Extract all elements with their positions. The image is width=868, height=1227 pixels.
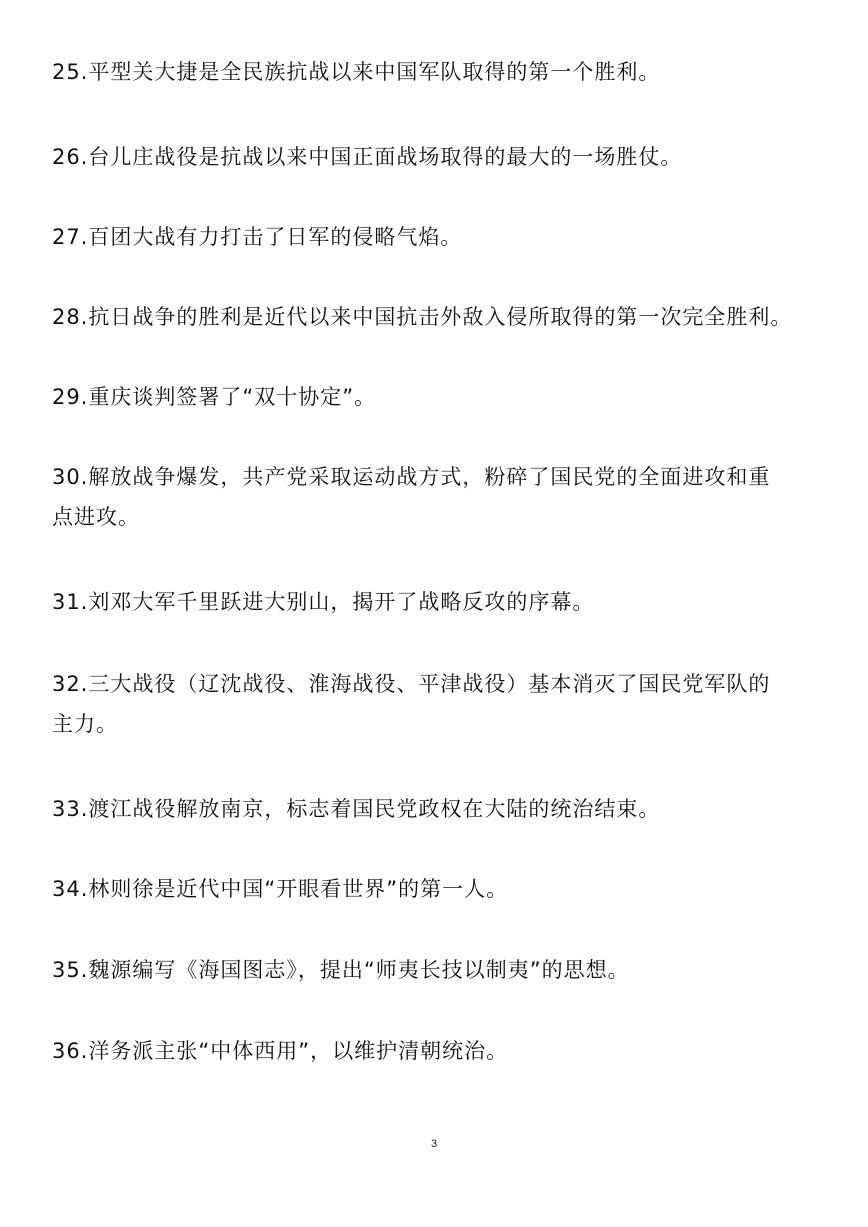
item-text: 34.林则徐是近代中国“开眼看世界”的第一人。 (52, 877, 509, 901)
item-text-continued: 点进攻。 (52, 505, 140, 529)
list-item (52, 52, 822, 92)
item-text: 33.渡江战役解放南京，标志着国民党政权在大陆的统治结束。 (52, 797, 661, 821)
page-number: 3 (430, 1138, 438, 1150)
item-text: 31.刘邓大军千里跃进大别山，揭开了战略反攻的序幕。 (52, 590, 595, 614)
list-item (52, 664, 822, 744)
list-item (52, 217, 822, 257)
list-item (52, 457, 822, 537)
item-text: 25.平型关大捷是全民族抗战以来中国军队取得的第一个胜利。 (52, 60, 661, 84)
item-text: 36.洋务派主张“中体西用”，以维护清朝统治。 (52, 1039, 509, 1063)
item-text: 35.魏源编写《海国图志》，提出“师夷长技以制夷”的思想。 (52, 958, 630, 982)
item-text-continued: 主力。 (52, 712, 118, 736)
list-item (52, 297, 822, 337)
list-item (52, 869, 822, 909)
list-item (52, 789, 822, 829)
item-text: 26.台儿庄战役是抗战以来中国正面战场取得的最大的一场胜仗。 (52, 145, 683, 169)
item-text: 32.三大战役（辽沈战役、淮海战役、平津战役）基本消灭了国民党军队的 (52, 672, 771, 696)
item-text: 28.抗日战争的胜利是近代以来中国抗击外敌入侵所取得的第一次完全胜利。 (52, 305, 793, 329)
item-text: 30.解放战争爆发，共产党采取运动战方式，粉碎了国民党的全面进攻和重 (52, 465, 771, 489)
list-item (52, 1031, 822, 1071)
list-item (52, 950, 822, 990)
list-item (52, 582, 822, 622)
list-item (52, 137, 822, 177)
item-text: 27.百团大战有力打击了日军的侵略气焰。 (52, 225, 463, 249)
list-item (52, 377, 822, 417)
item-text: 29.重庆谈判签署了“双十协定”。 (52, 385, 377, 409)
